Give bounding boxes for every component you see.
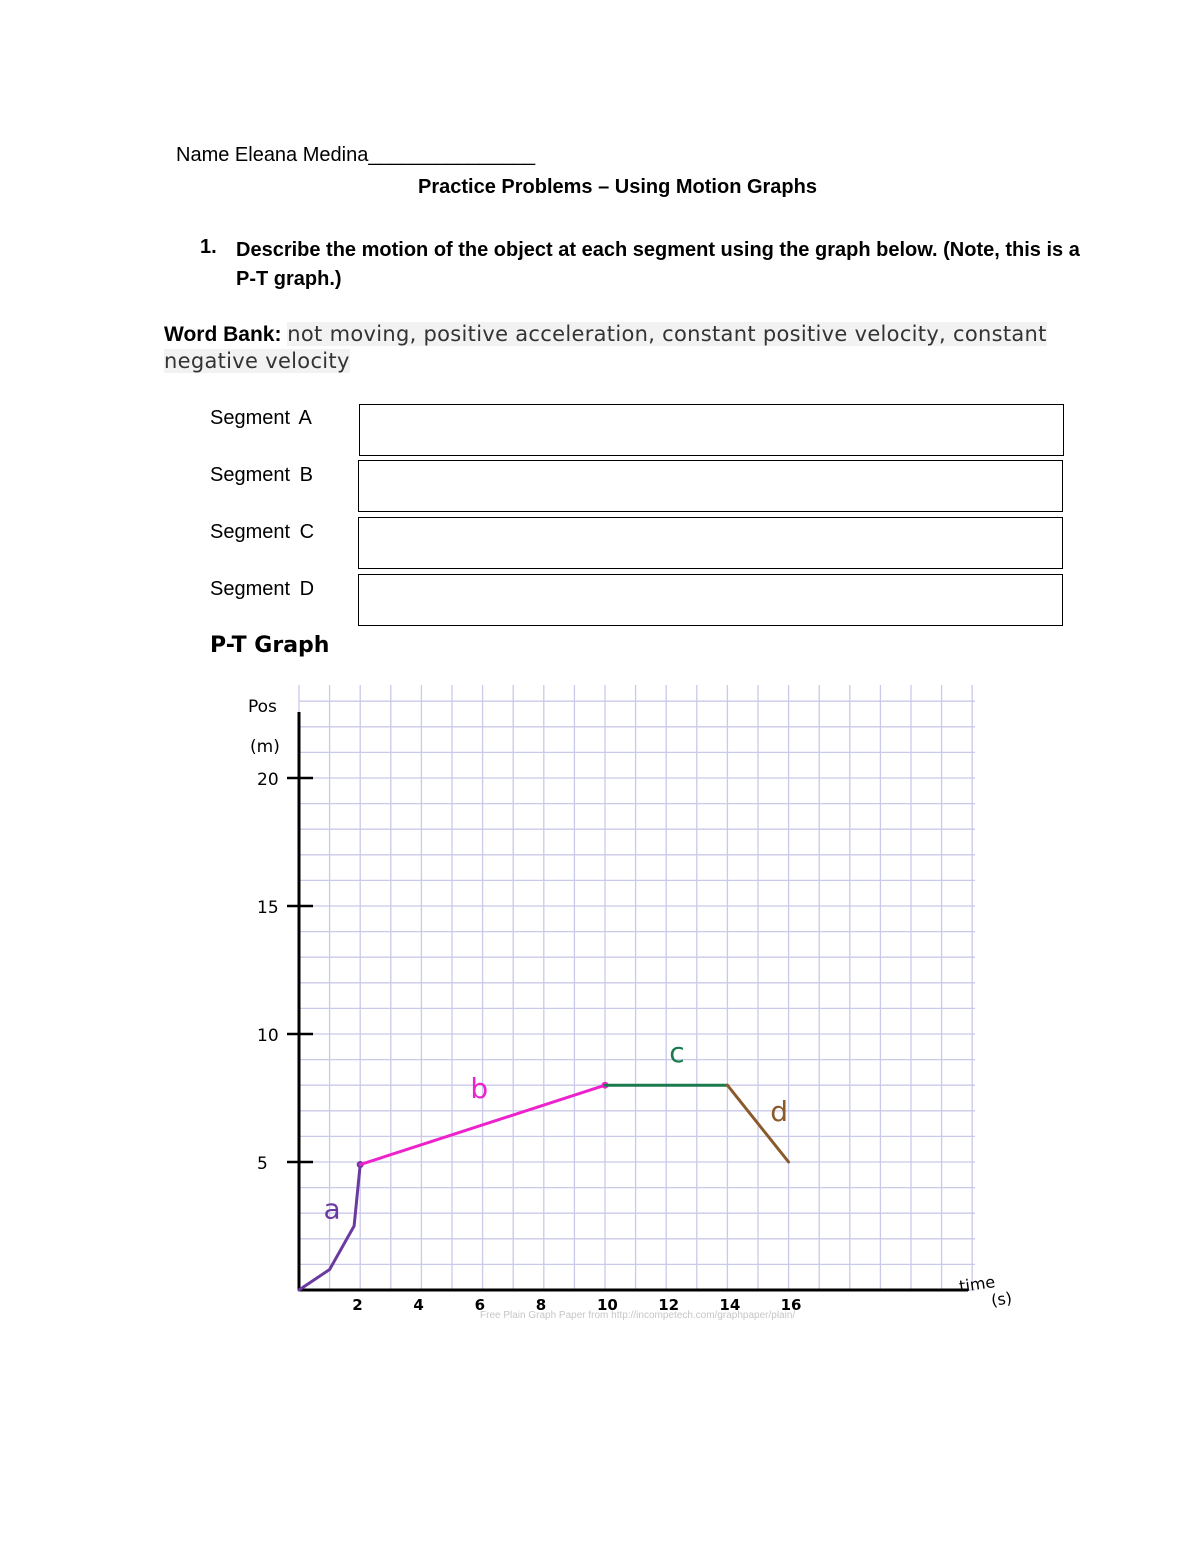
x-tick-label: 6	[474, 1296, 486, 1314]
y-tick-label: 5	[257, 1154, 268, 1174]
segment-label-b: b	[470, 1072, 489, 1105]
question-number: 1.	[200, 236, 217, 258]
x-tick-label: 2	[352, 1296, 363, 1314]
name-field: Name Eleana Medina_______________	[176, 144, 536, 166]
segment-c-label: Segment C	[210, 521, 315, 543]
segment-d-label: Segment D	[210, 578, 315, 600]
x-tick-label: 16	[780, 1296, 802, 1314]
y-axis-label-pos: Pos	[248, 697, 277, 717]
graph-title: P-T Graph	[210, 633, 330, 658]
word-bank-text: not moving, positive acceleration, constant positive velocity, constant negative velocity	[164, 322, 1047, 373]
y-axis-label-unit: (m)	[250, 737, 280, 757]
segment-b-label: Segment B	[210, 464, 313, 486]
x-tick-label: 4	[413, 1296, 424, 1314]
y-tick-label: 20	[257, 770, 279, 790]
graph-paper-watermark: Free Plain Graph Paper from http://incompetech.com/graphpaper/plain/	[480, 1310, 796, 1321]
segment-a-label: Segment A	[210, 407, 312, 429]
y-tick-label: 10	[257, 1026, 279, 1046]
y-tick-label: 15	[257, 898, 279, 918]
x-tick-label: 12	[658, 1296, 680, 1314]
x-axis-label-unit: (s)	[989, 1288, 1014, 1310]
question-text: Describe the motion of the object at each segment using the graph below. (Note, this is a P-T graph.)	[236, 239, 1080, 290]
x-tick-label: 8	[535, 1296, 547, 1314]
segment-label-c: c	[669, 1036, 685, 1070]
page-title: Practice Problems – Using Motion Graphs	[418, 176, 817, 198]
graph-paper-background	[248, 685, 1026, 1325]
x-tick-label: 14	[719, 1296, 741, 1314]
segment-label-d: d	[770, 1095, 789, 1129]
word-bank-label: Word Bank:	[164, 323, 282, 346]
x-axis-label-time: time	[957, 1272, 997, 1296]
segment-label-a: a	[323, 1192, 341, 1226]
x-tick-label: 10	[597, 1296, 618, 1314]
